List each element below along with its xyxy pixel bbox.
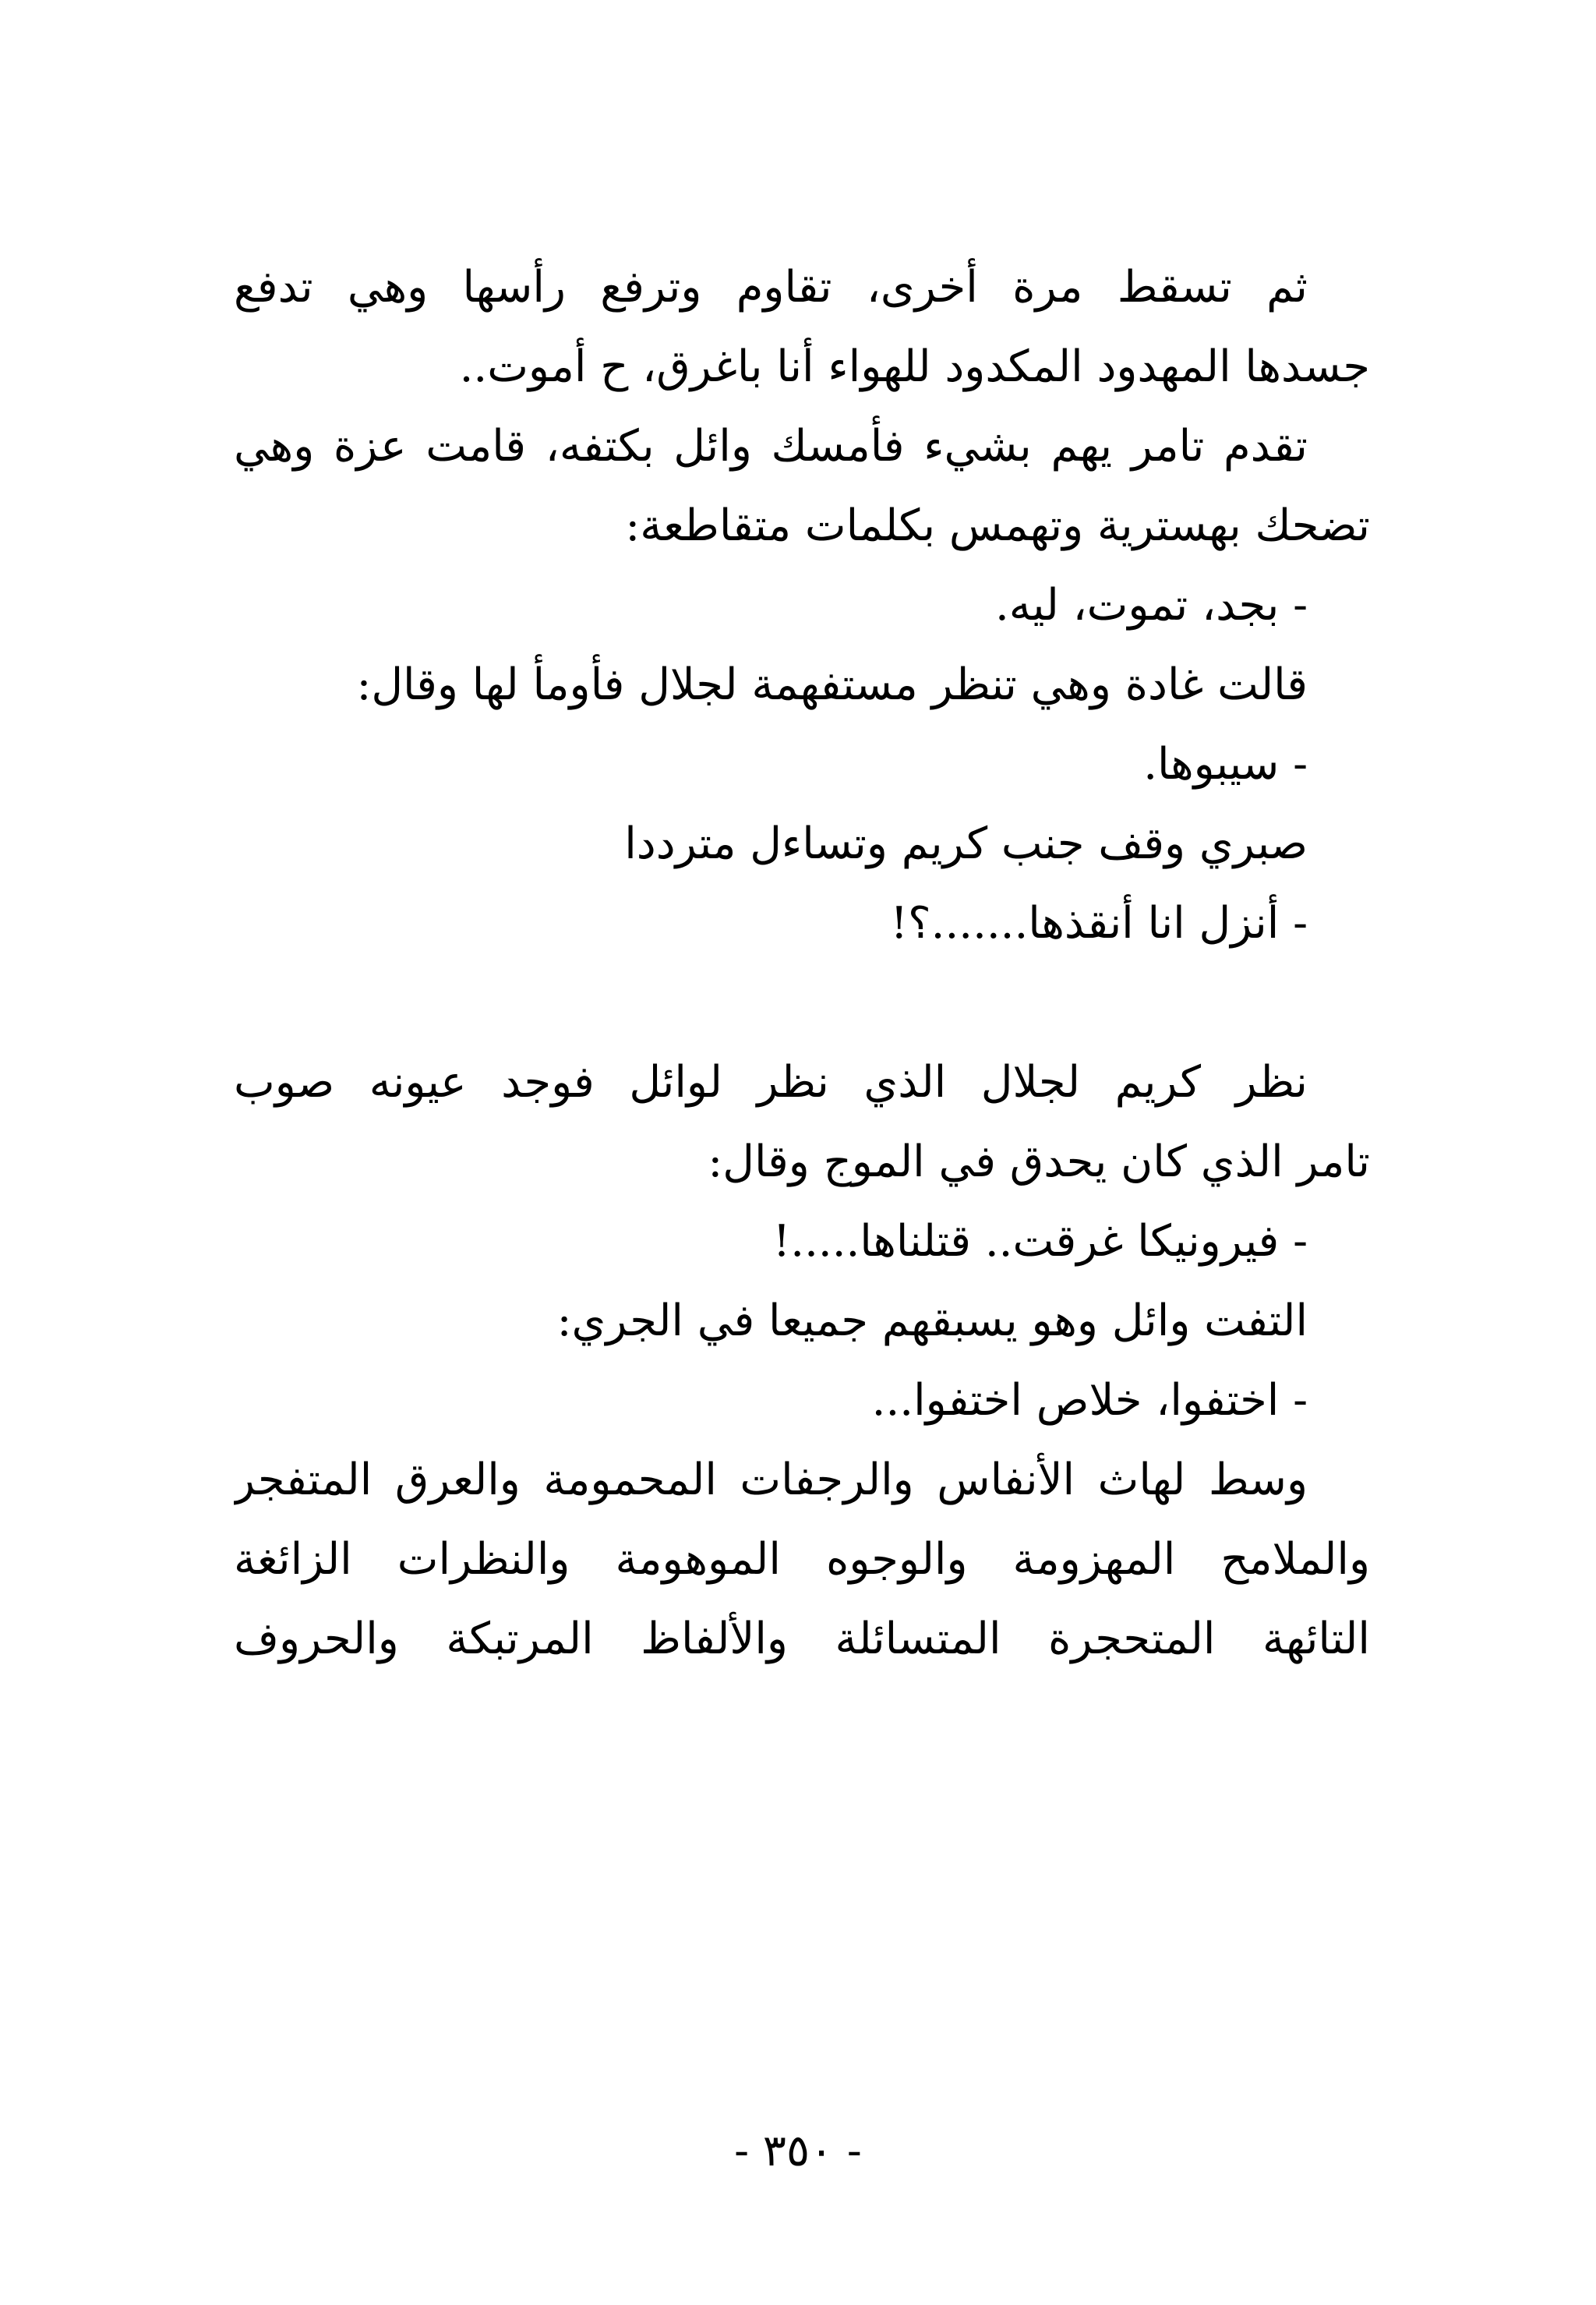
paragraph-line: صبري وقف جنب كريم وتساءل مترددا bbox=[624, 818, 1308, 869]
paragraph-line: والملامح المهزومة والوجوه الموهومة والنظرات الزائغة bbox=[234, 1534, 1370, 1585]
paragraph-gap bbox=[234, 963, 1370, 1043]
paragraph-line: تامر الذي كان يحدق في الموج وقال: bbox=[708, 1137, 1370, 1187]
paragraph-line: تقدم تامر يهم بشيء فأمسك وائل بكتفه، قامت عزة وهي bbox=[234, 421, 1308, 472]
paragraph-line: جسدها المهدود المكدود للهواء أنا باغرق، ح أموت.. bbox=[459, 341, 1370, 392]
paragraph-line: تضحك بهسترية وتهمس بكلمات متقاطعة: bbox=[625, 500, 1370, 551]
dialogue-line: - سيبوها. bbox=[1143, 739, 1308, 790]
paragraph-line: ثم تسقط مرة أخرى، تقاوم وترفع رأسها وهي تدفع bbox=[234, 262, 1308, 313]
dialogue-line: - بجد، تموت، ليه. bbox=[995, 580, 1308, 631]
paragraph-line: التائهة المتحجرة المتسائلة والألفاظ المرتبكة والحروف bbox=[234, 1614, 1370, 1664]
paragraph-line: قالت غادة وهي تنظر مستفهمة لجلال فأومأ لها وقال: bbox=[356, 659, 1308, 710]
dialogue-line: - اختفوا، خلاص اختفوا... bbox=[871, 1375, 1308, 1426]
paragraph-line: وسط لهاث الأنفاس والرجفات المحمومة والعرق المتفجر bbox=[234, 1455, 1308, 1505]
page-number: - ٣٥٠ - bbox=[734, 2126, 862, 2176]
paragraph-line: نظر كريم لجلال الذي نظر لوائل فوجد عيونه صوب bbox=[234, 1057, 1308, 1108]
paragraph-line: التفت وائل وهو يسبقهم جميعا في الجري: bbox=[556, 1296, 1308, 1346]
dialogue-line: - فيرونيكا غرقت.. قتلناها.....! bbox=[772, 1216, 1308, 1267]
body-text bbox=[234, 248, 1370, 1679]
dialogue-line: - أنزل انا أنقذها.......؟! bbox=[890, 898, 1308, 949]
